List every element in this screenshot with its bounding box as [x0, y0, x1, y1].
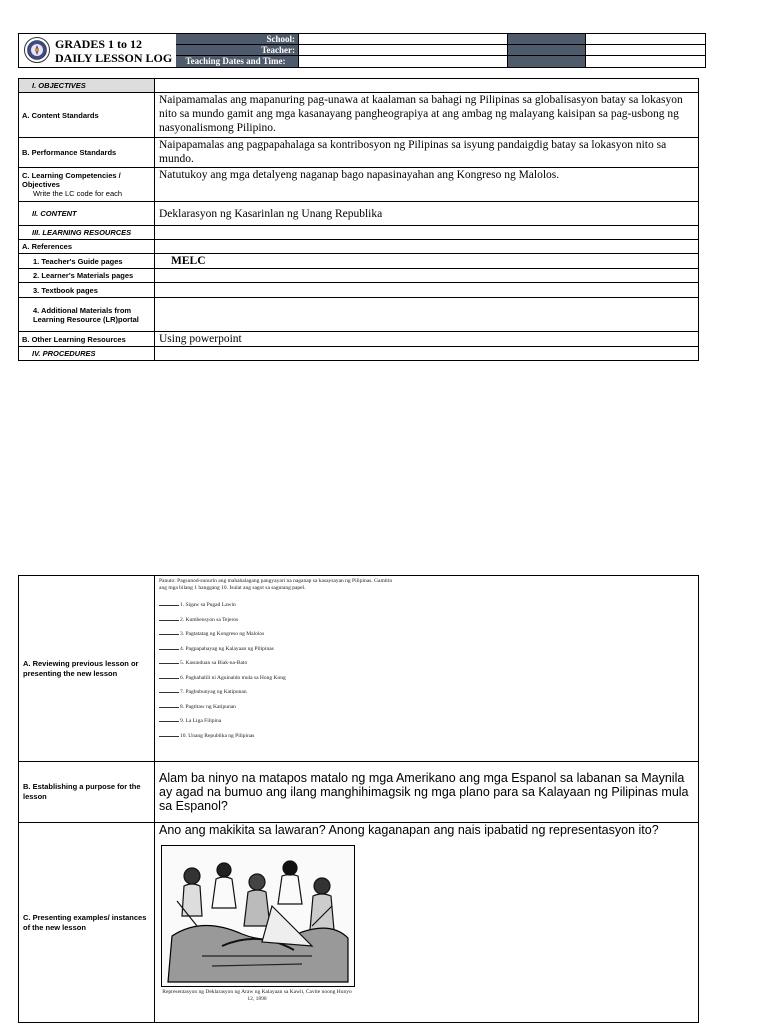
daily-lesson-log-title: DAILY LESSON LOG [55, 51, 173, 65]
procedures-heading-cell [155, 347, 699, 361]
illustration-caption: Representasyon ng Deklarasyon ng Araw ng Kalayaan sa Kawit, Cavite noong Hunyo 12, 1898 [162, 989, 352, 1002]
answer-blank[interactable] [159, 648, 179, 650]
establishing-purpose-label: B. Establishing a purpose for the lesson [19, 762, 155, 823]
competencies-label-text: C. Learning Competencies / Objectives [22, 171, 121, 189]
worksheet-item-text: 5. Kasunduan sa Biak-na-Bato [180, 660, 248, 666]
establishing-purpose-text[interactable]: Alam ba ninyo na matapos matalo ng mga Amerikano ang mga Espanol sa labanan sa Maynila ay agad na bumuo ang ilang manghihimagsik ng mga plano para sa Kalayaan ng Pilipinas mula sa Espanol? [155, 762, 699, 823]
textbook-cell[interactable] [155, 283, 699, 298]
worksheet-item [159, 685, 694, 700]
worksheet-items [159, 598, 694, 743]
worksheet-item [159, 729, 694, 744]
reviewing-lesson-label: A. Reviewing previous lesson or presenting the new lesson [19, 576, 155, 762]
worksheet-item [159, 714, 694, 729]
declaration-illustration [161, 845, 355, 987]
worksheet-item-text: 8. Pagtitaw ng Katipunan [180, 703, 236, 710]
declaration-drawing [162, 846, 354, 986]
worksheet-item-text: 1. Sigaw sa Pugad Lawin [180, 602, 236, 608]
answer-blank[interactable] [159, 691, 179, 693]
objectives-table [18, 78, 699, 361]
answer-blank[interactable] [159, 706, 179, 708]
header-labels-right [507, 34, 586, 67]
worksheet-item [159, 700, 694, 715]
header-title-block [19, 34, 177, 67]
content-standards-text[interactable]: Naipamamalas ang mapanuring pag-unawa at kaalaman sa bahagi ng Pilipinas sa globalisasyon batay sa lokasyon nito sa mundo gamit ang mga kasanayang pangheograpiya at ang ambag ng malayang kaisipan sa pag-usbong ng nasyonalismong Pilipino. [155, 93, 699, 138]
worksheet-item-text: 3. Pagtatatag ng Kongreso ng Malolos [180, 631, 265, 637]
competencies-text[interactable]: Natutukoy ang mga detalyeng naganap bago napasinayahan ang Kongreso ng Malolos. [155, 168, 699, 202]
grades-title: GRADES 1 to 12 [55, 37, 143, 51]
worksheet-item [159, 627, 694, 642]
answer-blank[interactable] [159, 720, 179, 722]
competencies-label [19, 168, 155, 202]
lesson-log-header [18, 33, 706, 68]
answer-blank[interactable] [159, 604, 179, 606]
objectives-heading-cell [155, 79, 699, 93]
answer-blank[interactable] [159, 662, 179, 664]
learning-area-field[interactable] [586, 45, 706, 56]
reviewing-lesson-cell[interactable] [155, 576, 699, 762]
deped-seal-icon [24, 37, 50, 63]
procedures-table [18, 575, 699, 1023]
teacher-label: Teacher: [176, 45, 298, 56]
objectives-heading: I. OBJECTIVES [19, 79, 155, 93]
school-field[interactable] [299, 34, 508, 45]
other-resources-value[interactable]: Using powerpoint [155, 332, 699, 347]
teachers-guide-label: 1. Teacher's Guide pages [19, 254, 155, 269]
grade-level-field[interactable] [586, 34, 706, 45]
content-text[interactable]: Deklarasyon ng Kasarinlan ng Unang Republika [155, 202, 699, 226]
header-values-right[interactable] [585, 34, 706, 67]
dates-field[interactable] [299, 56, 508, 67]
teacher-field[interactable] [299, 45, 508, 56]
performance-standards-label: B. Performance Standards [19, 138, 155, 168]
references-cell[interactable] [155, 240, 699, 254]
review-worksheet [155, 576, 698, 745]
learning-resources-heading: III. LEARNING RESOURCES [19, 226, 155, 240]
additional-materials-cell[interactable] [155, 298, 699, 332]
answer-blank[interactable] [159, 735, 179, 737]
textbook-label: 3. Textbook pages [19, 283, 155, 298]
content-standards-label: A. Content Standards [19, 93, 155, 138]
worksheet-item [159, 642, 694, 657]
dates-label: Teaching Dates and Time: [185, 56, 286, 66]
school-label: School: [176, 34, 298, 45]
header-labels [176, 34, 298, 67]
answer-blank[interactable] [159, 633, 179, 635]
worksheet-item-text: 10. Unang Republika ng Pilipinas [180, 732, 255, 739]
quarter-field[interactable] [586, 56, 706, 67]
worksheet-item [159, 656, 694, 671]
worksheet-item-text: 6. Paghahalili ni Aguinaldo mula sa Hong Kong [180, 674, 286, 681]
content-heading: II. CONTENT [19, 202, 155, 226]
worksheet-item-text: 7. Pagbubunyag ng Katipunan [180, 689, 247, 695]
worksheet-item-text: 2. Kumbensyon sa Tejeros [180, 616, 239, 623]
presenting-examples-label: C. Presenting examples/ instances of the new lesson [19, 823, 155, 1023]
worksheet-item [159, 613, 694, 628]
worksheet-item [159, 671, 694, 686]
answer-blank[interactable] [159, 677, 179, 679]
worksheet-directions: Panuto: Pagsunod-sunurin ang mahahalagang pangyayari na naganap sa kasaysayan ng Pilipinas. Gamitin ang mga bilang 1 hanggang 10. Isulat ang sagot sa sagutang papel. [159, 578, 393, 591]
other-resources-label: B. Other Learning Resources [19, 332, 155, 347]
procedures-heading: IV. PROCEDURES [19, 347, 155, 361]
learners-materials-label: 2. Learner's Materials pages [19, 269, 155, 283]
presenting-examples-cell[interactable] [155, 823, 699, 1023]
competencies-sub-text: Write the LC code for each [33, 189, 123, 198]
school-teacher-values[interactable] [298, 34, 508, 67]
learners-materials-cell[interactable] [155, 269, 699, 283]
worksheet-item [159, 598, 694, 613]
references-label: A. References [19, 240, 155, 254]
additional-materials-label: 4. Additional Materials from Learning Resource (LR)portal [19, 298, 155, 332]
learning-resources-cell [155, 226, 699, 240]
performance-standards-text[interactable]: Naipapamalas ang pagpapahalaga sa kontribosyon ng Pilipinas sa isyung pandaigdig batay sa lokasyon nito sa mundo. [155, 138, 699, 168]
worksheet-item-text: 4. Pagpapahayag ng Kalayaan ng Pilipinas [180, 645, 274, 652]
presenting-question: Ano ang makikita sa lawaran? Anong kaganapan ang nais ipabatid ng representasyon ito? [159, 823, 659, 837]
teachers-guide-value[interactable]: MELC [155, 254, 699, 269]
answer-blank[interactable] [159, 619, 179, 621]
worksheet-item-text: 9. La Liga Filipina [180, 718, 222, 724]
